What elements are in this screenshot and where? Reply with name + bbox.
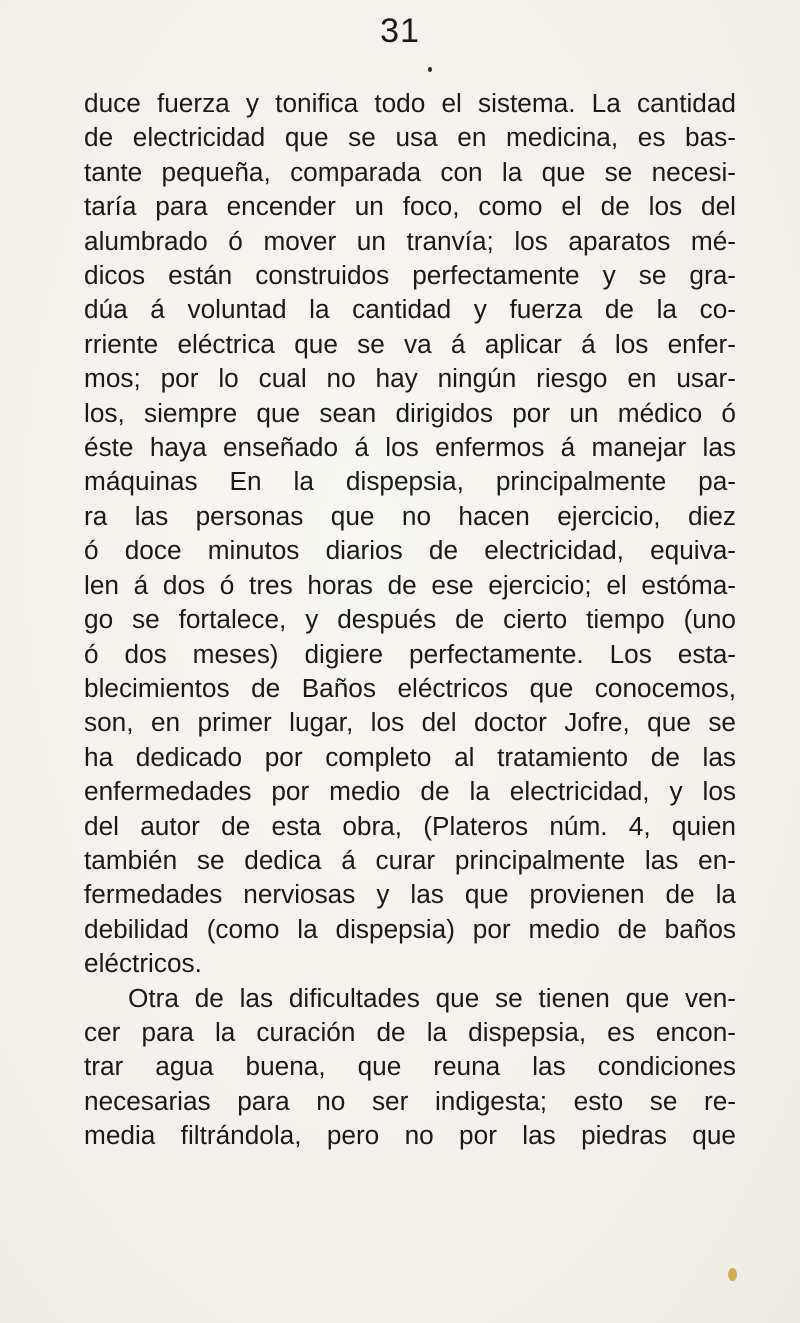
text-line: taría para encender un foco, como el de los del [84,191,736,222]
text-line: ra las personas que no hacen ejercicio, diez [84,500,736,531]
text-line: dúa á voluntad la cantidad y fuerza de la co- [84,294,736,325]
text-line: fermedades nerviosas y las que provienen de la [84,879,736,910]
text-line: éste haya enseñado á los enfermos á manejar las [84,432,736,463]
text-line: alumbrado ó mover un tranvía; los aparatos mé- [84,225,736,256]
ink-speck [728,1268,737,1281]
text-line: tante pequeña, comparada con la que se necesi- [84,156,736,187]
text-line: los, siempre que sean dirigidos por un médico ó [84,397,736,428]
text-line: de electricidad que se usa en medicina, es bas- [84,122,736,153]
text-line: Otra de las dificultades que se tienen que ven- [128,982,736,1013]
text-line: ha dedicado por completo al tratamiento de las [84,741,736,772]
text-line: media filtrándola, pero no por las piedras que [84,1120,736,1151]
text-line: máquinas En la dispepsia, principalmente pa- [84,466,736,497]
text-line: go se fortalece, y después de cierto tiempo (uno [84,604,736,635]
text-line: blecimientos de Baños eléctricos que conocemos, [84,672,736,703]
text-line: ó doce minutos diarios de electricidad, equiva- [84,535,736,566]
text-line: dicos están construidos perfectamente y se gra- [84,260,736,291]
text-line: len á dos ó tres horas de ese ejercicio; el estóma- [84,569,736,600]
text-line: ó dos meses) digiere perfectamente. Los esta- [84,638,736,669]
text-line: mos; por lo cual no hay ningún riesgo en usar- [84,363,736,394]
text-line: duce fuerza y tonifica todo el sistema. La cantidad [84,88,736,118]
text-line: rriente eléctrica que se va á aplicar á los enfer- [84,328,736,359]
text-line: eléctricos. [84,948,202,979]
text-line: del autor de esta obra, (Plateros núm. 4, quien [84,810,736,841]
text-line: trar agua buena, que reuna las condiciones [84,1051,736,1082]
body-text [84,86,736,1153]
text-line: cer para la curación de la dispepsia, es encon- [84,1016,736,1047]
page-number: 31 [380,12,420,50]
text-line: necesarias para no ser indigesta; esto se re- [84,1085,736,1116]
ink-speck [428,67,432,72]
text-line: enfermedades por medio de la electricidad, y los [84,776,736,807]
text-line: también se dedica á curar principalmente las en- [84,844,736,875]
text-line: son, en primer lugar, los del doctor Jofre, que se [84,707,736,738]
text-line: debilidad (como la dispepsia) por medio de baños [84,913,736,944]
